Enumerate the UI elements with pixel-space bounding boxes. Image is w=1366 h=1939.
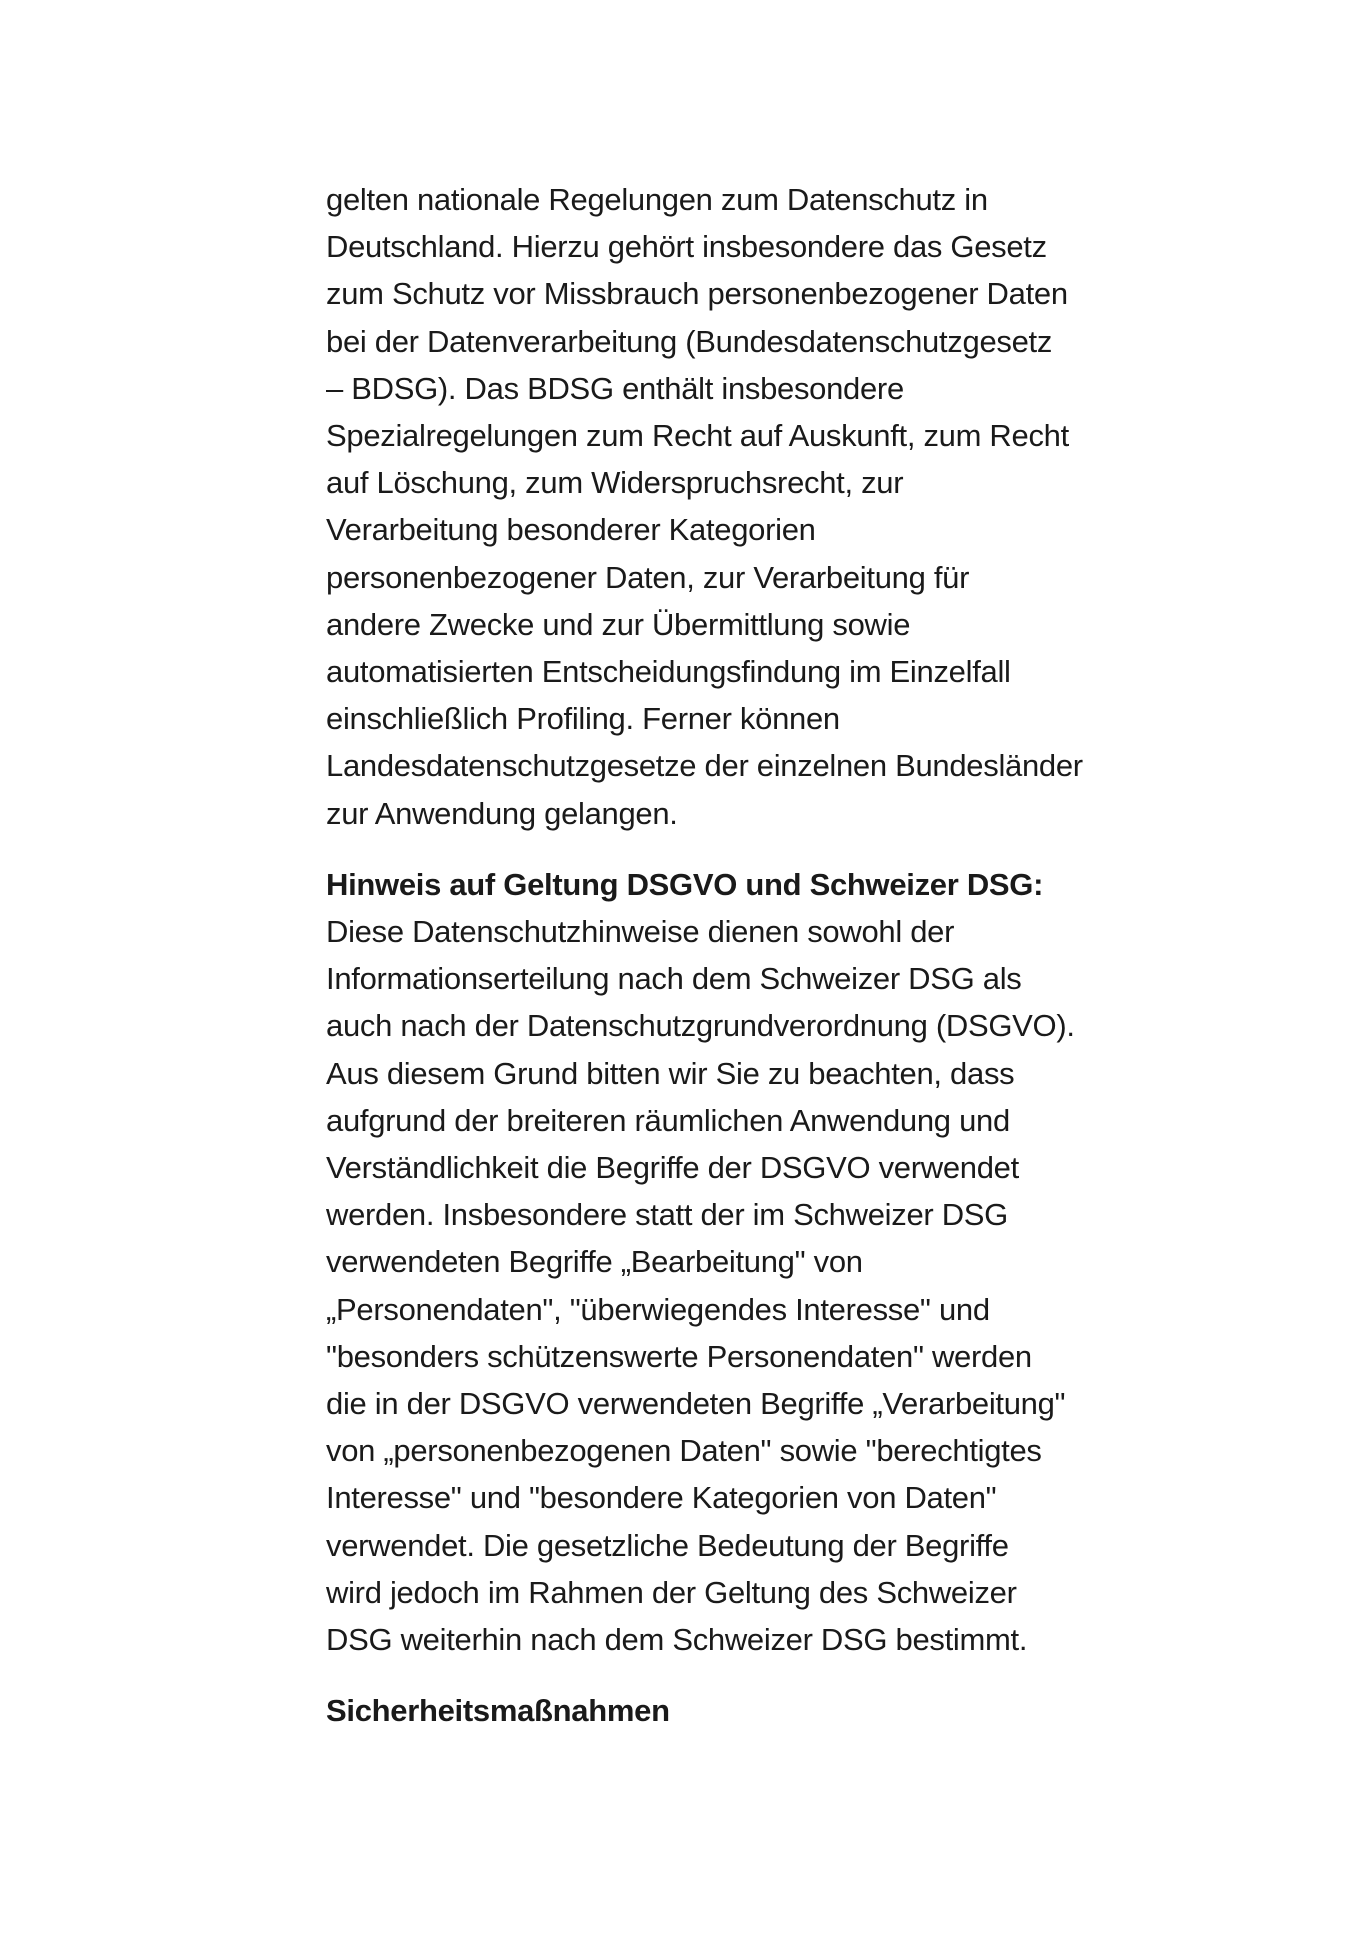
text-line: verwendet. Die gesetzliche Bedeutung der Begriffe [326,1527,1009,1563]
text-line: Diese Datenschutzhinweise dienen sowohl der [326,914,955,950]
text-line: Verarbeitung besonderer Kategorien [326,512,816,548]
text-line: verwendeten Begriffe „Bearbeitung" von [326,1244,863,1280]
paragraph-spacer [326,1663,1146,1687]
text-line: werden. Insbesondere statt der im Schweizer DSG [326,1197,1008,1233]
section-heading-dsgvo: Hinweis auf Geltung DSGVO und Schweizer DSG: [326,866,1044,902]
text-line: Spezialregelungen zum Recht auf Auskunft, zum Recht [326,418,1069,454]
text-line: von „personenbezogenen Daten" sowie "berechtigtes [326,1433,1042,1469]
text-line: "besonders schützenswerte Personendaten" werden [326,1338,1032,1374]
paragraph-spacer [326,837,1146,861]
text-line: Deutschland. Hierzu gehört insbesondere das Gesetz [326,229,1047,265]
text-line: – BDSG). Das BDSG enthält insbesondere [326,370,904,406]
text-line: bei der Datenverarbeitung (Bundesdatenschutzgesetz [326,323,1053,359]
text-line: automatisierten Entscheidungsfindung im Einzelfall [326,654,1011,690]
text-line: gelten nationale Regelungen zum Datenschutz in [326,182,988,217]
text-line: Landesdatenschutzgesetze der einzelnen Bundesländer [326,748,1083,784]
text-line: auf Löschung, zum Widerspruchsrecht, zur [326,465,904,501]
text-line: wird jedoch im Rahmen der Geltung des Schweizer [326,1574,1017,1610]
text-line: Interesse" und "besondere Kategorien von Daten" [326,1480,997,1516]
text-line: aufgrund der breiteren räumlichen Anwendung und [326,1102,1010,1138]
text-line: einschließlich Profiling. Ferner können [326,701,840,737]
document-page [326,176,1146,1735]
text-line: Aus diesem Grund bitten wir Sie zu beachten, dass [326,1055,1015,1091]
text-line: auch nach der Datenschutzgrundverordnung (DSGVO). [326,1008,1075,1044]
text-line: DSG weiterhin nach dem Schweizer DSG bestimmt. [326,1622,1028,1658]
text-line: Verständlichkeit die Begriffe der DSGVO verwendet [326,1150,1019,1186]
text-line: personenbezogener Daten, zur Verarbeitung für [326,559,970,595]
text-line: zum Schutz vor Missbrauch personenbezogener Daten [326,276,1068,312]
text-line: Informationserteilung nach dem Schweizer DSG als [326,961,1022,997]
section-heading-security: Sicherheitsmaßnahmen [326,1693,670,1729]
text-line: die in der DSGVO verwendeten Begriffe „Verarbeitung" [326,1386,1066,1422]
text-line: zur Anwendung gelangen. [326,795,678,831]
paragraph-dsgvo-notice [326,908,1146,1663]
text-line: andere Zwecke und zur Übermittlung sowie [326,606,911,642]
text-line: „Personendaten", "überwiegendes Interesse" und [326,1291,990,1327]
paragraph-national-regulations [326,176,1146,837]
